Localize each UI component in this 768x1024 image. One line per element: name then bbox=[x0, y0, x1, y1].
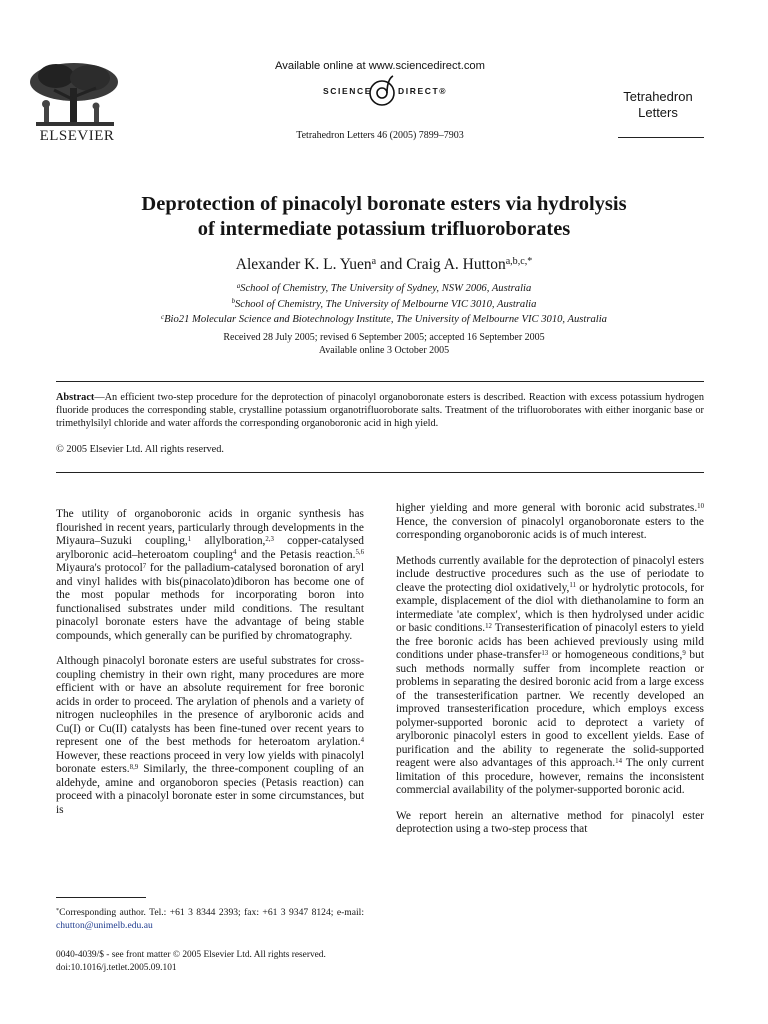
citation-ref[interactable]: 7 bbox=[142, 562, 147, 570]
abstract-bottom-divider bbox=[56, 472, 704, 473]
body-paragraph: We report herein an alternative method for pinacolyl ester deprotection using a two-step process that bbox=[396, 809, 704, 835]
affiliation-text: School of Chemistry, The University of Melbourne VIC 3010, Australia bbox=[235, 298, 537, 310]
body-paragraph: The utility of organoboronic acids in organic synthesis has flourished in recent years, particularly through developments in the Miyaura–Suzuki coupling,$^1$ allylboration,$^{2,3}$ copper-catalysed arylboronic acid–heteroatom coupling$^4$ and the Petasis reaction.$^{5,6}$ Miyaura's protocol$^7$ for the palladium-catalysed boronation of aryl and vinyl halides with bis(pinacolato)diboron has become one of the most popular methods for incorporating boron into functionalised substrates under mild conditions. The resultant pinacolyl boronate esters have the advantage of being stable compounds, which generally can be purified by chromatography. bbox=[56, 508, 365, 642]
title-line1: Deprotection of pinacolyl boronate esters via hydrolysis bbox=[141, 193, 627, 215]
body-column-left bbox=[56, 508, 364, 829]
body-column-right bbox=[396, 502, 704, 849]
title-line2: of intermediate potassium trifluoroborates bbox=[197, 218, 571, 240]
author-separator: and bbox=[376, 256, 407, 273]
abstract-top-divider bbox=[56, 381, 704, 382]
footnote-text: Corresponding author. Tel.: +61 3 8344 2393; fax: +61 3 9347 8124; e-mail: bbox=[59, 907, 364, 918]
sciencedirect-right-text: DIRECT® bbox=[398, 86, 448, 96]
body-paragraph: higher yielding and more general with boronic acid substrates.$^{10}$ Hence, the conversion of pinacolyl organoboronate esters to the corresponding organoboronic acids is of much interest. bbox=[396, 502, 704, 541]
citation-ref[interactable]: 4 bbox=[233, 549, 237, 557]
available-online-date: Available online 3 October 2005 bbox=[318, 345, 450, 356]
citation-ref[interactable]: 1 bbox=[187, 535, 192, 543]
affiliation-mark: c bbox=[161, 313, 165, 321]
sciencedirect-logo bbox=[266, 75, 506, 109]
citation-ref[interactable]: 5,6 bbox=[355, 549, 364, 557]
sciencedirect-left-text: SCIENCE bbox=[323, 86, 372, 96]
abstract-copyright: © 2005 Elsevier Ltd. All rights reserved. bbox=[56, 444, 224, 455]
at-symbol-icon bbox=[367, 75, 397, 109]
citation-ref[interactable]: 12 bbox=[485, 622, 492, 630]
abstract bbox=[56, 392, 704, 430]
journal-citation: Tetrahedron Letters 46 (2005) 7899–7903 bbox=[296, 130, 464, 141]
author-affiliation-mark: a bbox=[371, 256, 377, 268]
citation-ref[interactable]: 14 bbox=[615, 757, 622, 765]
journal-name-line1: Tetrahedron bbox=[623, 89, 693, 104]
author-list bbox=[40, 256, 728, 274]
affiliation-line bbox=[40, 312, 728, 328]
author-name: Craig A. Hutton bbox=[406, 256, 506, 273]
affiliation-mark: a bbox=[236, 282, 241, 290]
body-paragraph: Methods currently available for the deprotection of pinacolyl esters include destructive procedures such as the use of periodate to cleave the protecting diol oxidatively,$^{11}$ or hydrolytic protocols, for example, displacement of the diol with diethanolamine to form an intermediate 'ate complex', which is then hydrolysed under acidic or basic conditions.$^{12}$ Transesterification of pinacolyl esters to yield the free boronic acids has been achieved previously using mild conditions under phase-transfer$^{13}$ or homogeneous conditions,$^9$ but such methods normally suffer from incomplete reaction or problems in separating the desired boronic acid from a large excess of the transesterification partner. We recently developed an improved transesterification procedure, which employs excess polymer-supported boronic acid to deprotect a variety of arylboronic pinacolyl esters in good to excellent yields. Ease of purification and the ability to regenerate the solid-supported reagent were also advantages of this approach.$^{14}$ The only current limitation of this procedure, however, remains the inconsistent commercial availability of the polymer-supported boronic acid. bbox=[396, 554, 704, 796]
affiliation-mark: b bbox=[231, 298, 235, 306]
received-dates: Received 28 July 2005; revised 6 September 2005; accepted 16 September 2005 bbox=[223, 332, 545, 343]
abstract-label: Abstract bbox=[56, 392, 95, 403]
journal-name-line2: Letters bbox=[638, 105, 678, 120]
journal-name bbox=[608, 89, 708, 121]
citation-ref[interactable]: 11 bbox=[569, 582, 576, 590]
elsevier-tree-icon bbox=[24, 60, 124, 130]
citation-ref[interactable]: 8,9 bbox=[129, 763, 139, 771]
issn-line: 0040-4039/$ - see front matter © 2005 Elsevier Ltd. All rights reserved. bbox=[56, 950, 326, 960]
doi-line[interactable]: doi:10.1016/j.tetlet.2005.09.101 bbox=[56, 963, 177, 973]
abstract-text: —An efficient two-step procedure for the deprotection of pinacolyl organoboronate esters is described. Reaction with excess potassium hydrogen fluoride produces the corresponding stable, crystalline potassium organotrifluoroborate salts. Treatment of the trifluoroborates with either inorganic base or trimethylsilyl chloride and water affords the corresponding organoboronic acid in high yield. bbox=[56, 392, 704, 429]
issn-doi bbox=[56, 949, 376, 975]
affiliation-text: Bio21 Molecular Science and Biotechnology Institute, The University of Melbourne VIC 3010, Australia bbox=[164, 314, 607, 325]
available-online-text: Available online at www.sciencedirect.com bbox=[275, 60, 485, 72]
citation-ref[interactable]: 4 bbox=[360, 736, 364, 744]
body-paragraph: Although pinacolyl boronate esters are useful substrates for cross-coupling chemistry in their own right, many procedures are more efficient with or have an absolute requirement for free boronic acids in order to proceed. The arylation of phenols and a variety of nitrogen nucleophiles in the presence of arylboronic acids and Cu(I) or Cu(II) catalysts has been fine-tuned over recent years to represent one of the best methods for heteroatom arylation.$^4$ However, these reactions proceed in very low yields with pinacolyl boronate esters.$^{8,9}$ Similarly, the three-component coupling of an aldehyde, amine and organoboron species (Petasis reaction) can proceed with a pinacolyl boronate ester in some circumstances, but is bbox=[56, 655, 364, 816]
citation-ref[interactable]: 9 bbox=[682, 649, 686, 657]
article-dates bbox=[40, 331, 728, 357]
affiliation-line bbox=[40, 297, 728, 313]
affiliation-line bbox=[40, 281, 728, 297]
author-email-link[interactable]: chutton@unimelb.edu.au bbox=[56, 920, 153, 931]
paper-title bbox=[40, 192, 728, 242]
footnote-divider bbox=[56, 897, 146, 898]
citation-ref[interactable]: 10 bbox=[697, 502, 704, 510]
author-affiliation-mark: a,b,c,* bbox=[505, 256, 533, 268]
affiliations bbox=[40, 281, 728, 328]
citation-ref[interactable]: 2,3 bbox=[265, 535, 274, 543]
journal-rule-divider bbox=[618, 137, 704, 138]
citation-ref[interactable]: 13 bbox=[541, 649, 549, 657]
author-name: Alexander K. L. Yuen bbox=[235, 256, 372, 273]
footnote-mark: * bbox=[56, 907, 60, 915]
corresponding-author-footnote bbox=[56, 906, 364, 932]
publisher-wordmark: ELSEVIER bbox=[39, 128, 115, 144]
affiliation-text: School of Chemistry, The University of Sydney, NSW 2006, Australia bbox=[240, 283, 532, 294]
